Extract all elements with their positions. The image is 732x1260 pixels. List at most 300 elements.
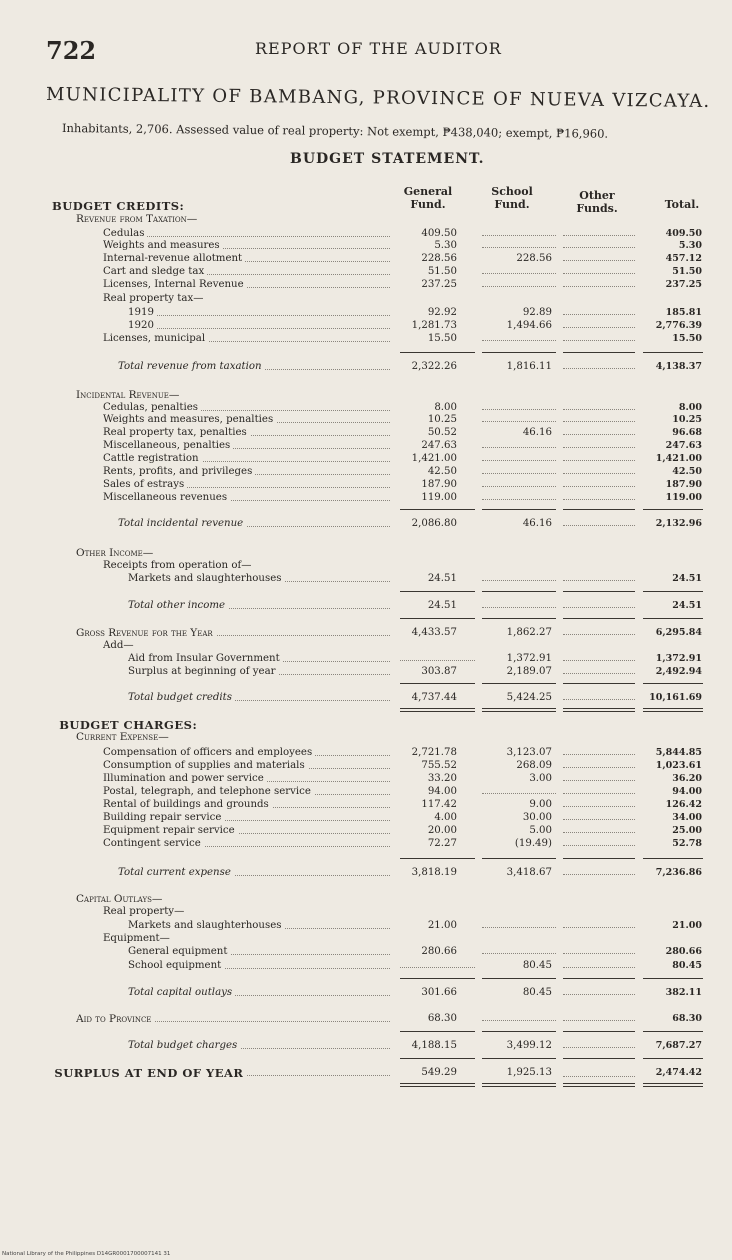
school-fund-value: 80.45 — [522, 987, 552, 998]
subtotal-rule — [400, 858, 475, 859]
row-label-text: Licenses, Internal Revenue — [103, 279, 247, 290]
table-row — [0, 402, 732, 414]
total-value: 80.45 — [672, 960, 702, 971]
blank-cell-line — [482, 421, 556, 422]
row-label — [128, 320, 390, 332]
table-row — [0, 812, 732, 824]
subtotal-rule — [563, 1031, 635, 1032]
row-label-text: BUDGET CREDITS: — [52, 200, 187, 212]
row-label — [59, 719, 389, 731]
table-row — [0, 320, 732, 332]
blank-cell-line — [563, 819, 635, 820]
subtotal-rule — [563, 1058, 635, 1059]
table-row — [0, 747, 732, 759]
blank-cell-line — [482, 409, 556, 410]
subtotal-rule — [643, 1031, 703, 1032]
subtotal-rule — [400, 352, 475, 353]
blank-cell-line — [563, 460, 635, 461]
table-row — [0, 440, 732, 452]
blank-cell-line — [563, 499, 635, 500]
table-row — [0, 1013, 732, 1025]
row-label — [128, 920, 390, 932]
blank-cell-line — [482, 499, 556, 500]
row-label — [103, 773, 390, 785]
row-label — [103, 333, 390, 345]
row-label — [128, 307, 390, 319]
general-fund-value: 301.66 — [421, 987, 457, 998]
total-value: 7,236.86 — [655, 867, 702, 878]
total-value: 96.68 — [672, 427, 702, 438]
row-label-text: School equipment — [128, 960, 224, 971]
blank-cell-line — [400, 967, 475, 968]
table-row — [0, 228, 732, 240]
blank-cell-line — [563, 340, 635, 341]
row-label — [103, 812, 390, 824]
row-label-text: Cedulas, penalties — [103, 402, 201, 413]
row-label-text: Internal-revenue allotment — [103, 253, 245, 264]
school-fund-value: 30.00 — [522, 812, 552, 823]
row-label — [103, 492, 390, 504]
total-value: 280.66 — [665, 946, 702, 957]
subtotal-rule — [563, 618, 635, 619]
table-row — [0, 653, 732, 665]
row-label — [103, 279, 390, 291]
table-row — [0, 960, 732, 972]
row-label-text: Total budget charges — [128, 1040, 240, 1051]
blank-cell-line — [563, 832, 635, 833]
row-label — [103, 786, 390, 798]
row-label — [76, 389, 406, 401]
blank-cell-line — [563, 754, 635, 755]
row-label — [52, 200, 382, 212]
general-fund-value: 4,188.15 — [411, 1040, 457, 1051]
table-row — [0, 427, 732, 439]
blank-cell-line — [482, 235, 556, 236]
subtotal-rule — [563, 858, 635, 859]
row-label-text: Total current expense — [118, 867, 234, 878]
total-value: 2,492.94 — [655, 666, 702, 677]
blank-cell-line — [563, 780, 635, 781]
general-fund-value: 5.30 — [434, 240, 457, 251]
blank-cell-line — [482, 286, 556, 287]
table-row — [0, 987, 732, 999]
blank-cell-line — [563, 607, 635, 608]
blank-cell-line — [563, 953, 635, 954]
blank-cell-line — [563, 434, 635, 435]
blank-cell-line — [563, 845, 635, 846]
school-fund-value: 1,925.13 — [506, 1067, 552, 1078]
row-label — [103, 414, 390, 426]
row-label-text: Add— — [103, 640, 137, 651]
blank-cell-line — [563, 273, 635, 274]
total-value: 2,474.42 — [655, 1067, 702, 1078]
double-rule — [643, 1083, 703, 1087]
blank-cell-line — [482, 473, 556, 474]
subtotal-rule — [482, 1058, 556, 1059]
row-label-text: BUDGET CHARGES: — [59, 719, 200, 731]
row-label-text: General equipment — [128, 946, 230, 957]
table-row — [0, 279, 732, 291]
col-total: Total. — [664, 198, 700, 211]
row-label — [76, 1013, 390, 1025]
double-rule — [400, 1083, 475, 1087]
row-label — [128, 653, 390, 665]
double-rule — [482, 1083, 556, 1087]
page-number: 722 — [46, 36, 97, 65]
total-value: 36.20 — [672, 773, 702, 784]
subtotal-rule — [400, 591, 475, 592]
table-row — [0, 253, 732, 265]
blank-cell-line — [563, 874, 635, 875]
subtotal-rule — [643, 1058, 703, 1059]
school-fund-value: 3.00 — [529, 773, 552, 784]
table-row — [0, 760, 732, 772]
total-value: 21.00 — [672, 920, 702, 931]
blank-cell-line — [563, 634, 635, 635]
row-label-text: Surplus at beginning of year — [128, 666, 279, 677]
row-label-text: Rents, profits, and privileges — [103, 466, 255, 477]
blank-cell-line — [400, 660, 475, 661]
blank-cell-line — [563, 286, 635, 287]
total-value: 1,372.91 — [655, 653, 702, 664]
general-fund-value: 24.51 — [427, 573, 457, 584]
general-fund-value: 68.30 — [427, 1013, 457, 1024]
table-row — [0, 453, 732, 465]
blank-cell-line — [482, 953, 556, 954]
general-fund-value: 117.42 — [421, 799, 457, 810]
row-label-text: 1920 — [128, 320, 157, 331]
total-value: 237.25 — [665, 279, 702, 290]
blank-cell-line — [563, 421, 635, 422]
blank-cell-line — [563, 699, 635, 700]
table-row — [0, 266, 732, 278]
row-label-text: Aid to Province — [76, 1013, 154, 1025]
total-value: 10,161.69 — [649, 692, 702, 703]
row-label-text: Compensation of officers and employees — [103, 747, 315, 758]
table-row — [0, 361, 732, 373]
table-row — [0, 933, 732, 945]
general-fund-value: 10.25 — [427, 414, 457, 425]
general-fund-value: 94.00 — [427, 786, 457, 797]
school-fund-value: 268.09 — [516, 760, 552, 771]
col-other-funds: Other Funds. — [576, 189, 618, 215]
blank-cell-line — [563, 368, 635, 369]
table-row — [0, 518, 732, 530]
blank-cell-line — [482, 580, 556, 581]
subtotal-rule — [400, 509, 475, 510]
subtotal-rule — [482, 591, 556, 592]
table-row — [0, 293, 732, 305]
subtotal-rule — [643, 352, 703, 353]
subtotal-rule — [400, 1058, 475, 1059]
general-fund-value: 51.50 — [427, 266, 457, 277]
row-label — [128, 692, 390, 704]
row-label — [103, 402, 390, 414]
table-row — [0, 466, 732, 478]
subtotal-rule — [482, 683, 556, 684]
row-label-text: Equipment repair service — [103, 825, 238, 836]
row-label-text: SURPLUS AT END OF YEAR — [54, 1067, 246, 1079]
row-label-text: Gross Revenue for the Year — [76, 627, 216, 639]
table-row — [0, 920, 732, 932]
blank-cell-line — [563, 806, 635, 807]
row-label — [103, 293, 433, 305]
row-label-text: Consumption of supplies and materials — [103, 760, 308, 771]
total-value: 94.00 — [672, 786, 702, 797]
row-label — [103, 466, 390, 478]
blank-cell-line — [563, 660, 635, 661]
double-rule — [563, 1083, 635, 1087]
row-label-text: Miscellaneous revenues — [103, 492, 230, 503]
blank-cell-line — [482, 460, 556, 461]
general-fund-value: 2,721.78 — [411, 747, 457, 758]
school-fund-value: 228.56 — [516, 253, 552, 264]
statement-title: BUDGET STATEMENT. — [290, 151, 485, 167]
subtotal-rule — [563, 591, 635, 592]
row-label — [128, 960, 390, 972]
blank-cell-line — [482, 447, 556, 448]
school-fund-value: 1,862.27 — [506, 627, 552, 638]
row-label-text: Receipts from operation of— — [103, 560, 254, 571]
row-label — [118, 867, 390, 879]
general-fund-value: 549.29 — [421, 1067, 457, 1078]
blank-cell-line — [482, 340, 556, 341]
table-row — [0, 893, 732, 905]
row-label-text: Cattle registration — [103, 453, 202, 464]
row-label-text: Current Expense— — [76, 731, 172, 743]
subtotal-rule — [482, 618, 556, 619]
general-fund-value: 3,818.19 — [411, 867, 457, 878]
general-fund-value: 92.92 — [427, 307, 457, 318]
blank-cell-line — [563, 673, 635, 674]
total-value: 25.00 — [672, 825, 702, 836]
total-value: 247.63 — [665, 440, 702, 451]
blank-cell-line — [482, 486, 556, 487]
total-value: 1,421.00 — [655, 453, 702, 464]
row-label — [128, 946, 390, 958]
table-row — [0, 786, 732, 798]
row-label-text: Real property tax— — [103, 293, 206, 304]
subtotal-rule — [643, 509, 703, 510]
school-fund-value: 46.16 — [522, 427, 552, 438]
row-label — [103, 453, 390, 465]
general-fund-value: 280.66 — [421, 946, 457, 957]
row-label-text: Markets and slaughterhouses — [128, 920, 284, 931]
double-rule — [643, 708, 703, 712]
row-label — [103, 479, 390, 491]
school-fund-value: 46.16 — [522, 518, 552, 529]
table-row — [0, 627, 732, 639]
row-label — [103, 228, 390, 240]
school-fund-value: 3,418.67 — [506, 867, 552, 878]
row-label-text: Revenue from Taxation— — [76, 213, 200, 225]
blank-cell-line — [563, 327, 635, 328]
row-label — [118, 361, 390, 373]
row-label — [76, 547, 406, 559]
row-label — [128, 666, 390, 678]
row-label — [103, 933, 433, 945]
blank-cell-line — [563, 580, 635, 581]
total-value: 409.50 — [665, 228, 702, 239]
table-row — [0, 547, 732, 559]
total-value: 24.51 — [672, 600, 702, 611]
row-label — [76, 731, 406, 743]
school-fund-value: 3,499.12 — [506, 1040, 552, 1051]
general-fund-value: 15.50 — [427, 333, 457, 344]
total-value: 34.00 — [672, 812, 702, 823]
total-value: 7,687.27 — [655, 1040, 702, 1051]
table-row — [0, 414, 732, 426]
subtotal-rule — [563, 683, 635, 684]
row-label-text: Total budget credits — [128, 692, 235, 703]
row-label — [103, 747, 390, 759]
table-row — [0, 1067, 732, 1081]
total-value: 15.50 — [672, 333, 702, 344]
general-fund-value: 8.00 — [434, 402, 457, 413]
row-label — [103, 440, 390, 452]
general-fund-value: 409.50 — [421, 228, 457, 239]
row-label-text: Postal, telegraph, and telephone service — [103, 786, 314, 797]
row-label — [103, 240, 390, 252]
row-label-text: Total other income — [128, 600, 228, 611]
general-fund-value: 21.00 — [427, 920, 457, 931]
blank-cell-line — [563, 314, 635, 315]
row-label — [103, 838, 390, 850]
double-rule — [400, 708, 475, 712]
table-row — [0, 825, 732, 837]
blank-cell-line — [563, 967, 635, 968]
subtotal-rule — [643, 978, 703, 979]
blank-cell-line — [563, 473, 635, 474]
table-row — [0, 838, 732, 850]
running-head: REPORT OF THE AUDITOR — [255, 39, 502, 58]
blank-cell-line — [563, 767, 635, 768]
row-label — [76, 893, 406, 905]
blank-cell-line — [563, 486, 635, 487]
total-value: 2,132.96 — [655, 518, 702, 529]
total-value: 52.78 — [672, 838, 702, 849]
general-fund-value: 4.00 — [434, 812, 457, 823]
row-label — [54, 1067, 390, 1079]
table-row — [0, 307, 732, 319]
col-general-fund: General Fund. — [403, 185, 453, 211]
blank-cell-line — [563, 409, 635, 410]
total-value: 51.50 — [672, 266, 702, 277]
row-label — [103, 760, 390, 772]
row-label — [103, 640, 433, 652]
row-label-text: Rental of buildings and grounds — [103, 799, 272, 810]
table-row — [0, 1040, 732, 1052]
subtotal-rule — [563, 978, 635, 979]
table-row — [0, 773, 732, 785]
total-value: 4,138.37 — [655, 361, 702, 372]
subtotal-rule — [643, 618, 703, 619]
row-label — [128, 600, 390, 612]
total-value: 457.12 — [665, 253, 702, 264]
subtotal-rule — [400, 978, 475, 979]
general-fund-value: 33.20 — [427, 773, 457, 784]
table-row — [0, 692, 732, 704]
table-row — [0, 492, 732, 504]
general-fund-value: 42.50 — [427, 466, 457, 477]
row-label — [103, 560, 433, 572]
blank-cell-line — [563, 927, 635, 928]
blank-cell-line — [563, 793, 635, 794]
row-label-text: Incidental Revenue— — [76, 389, 182, 401]
table-row — [0, 600, 732, 612]
subtotal-rule — [563, 352, 635, 353]
double-rule — [482, 708, 556, 712]
general-fund-value: 119.00 — [421, 492, 457, 503]
blank-cell-line — [482, 247, 556, 248]
row-label-text: Weights and measures, penalties — [103, 414, 276, 425]
blank-cell-line — [563, 447, 635, 448]
subtotal-rule — [482, 509, 556, 510]
total-value: 185.81 — [665, 307, 702, 318]
general-fund-value: 72.27 — [427, 838, 457, 849]
row-label-text: Total incidental revenue — [118, 518, 246, 529]
blank-cell-line — [563, 235, 635, 236]
total-value: 119.00 — [665, 492, 702, 503]
row-label-text: Total revenue from taxation — [118, 361, 265, 372]
total-value: 24.51 — [672, 573, 702, 584]
general-fund-value: 50.52 — [427, 427, 457, 438]
row-label — [103, 906, 433, 918]
general-fund-value: 1,421.00 — [411, 453, 457, 464]
school-fund-value: 5.00 — [529, 825, 552, 836]
school-fund-value: 92.89 — [522, 307, 552, 318]
subtotal-rule — [643, 683, 703, 684]
row-label-text: Cedulas — [103, 228, 147, 239]
general-fund-value: 4,737.44 — [411, 692, 457, 703]
subtotal-rule — [400, 618, 475, 619]
subtotal-rule — [482, 858, 556, 859]
school-fund-value: 1,494.66 — [506, 320, 552, 331]
table-row — [0, 906, 732, 918]
row-label-text: Aid from Insular Government — [128, 653, 283, 664]
table-row — [0, 640, 732, 652]
general-fund-value: 187.90 — [421, 479, 457, 490]
school-fund-value: 1,816.11 — [506, 361, 552, 372]
school-fund-value: 3,123.07 — [506, 747, 552, 758]
blank-cell-line — [563, 525, 635, 526]
municipality-title: MUNICIPALITY OF BAMBANG, PROVINCE OF NUEVA VIZCAYA. — [45, 84, 711, 112]
row-label-text: Weights and measures — [103, 240, 223, 251]
blank-cell-line — [563, 247, 635, 248]
general-fund-value: 2,322.26 — [411, 361, 457, 372]
general-fund-value: 1,281.73 — [411, 320, 457, 331]
school-fund-value: 5,424.25 — [506, 692, 552, 703]
school-fund-value: (19.49) — [514, 838, 552, 849]
blank-cell-line — [563, 1020, 635, 1021]
table-row — [0, 946, 732, 958]
school-fund-value: 9.00 — [529, 799, 552, 810]
total-value: 68.30 — [672, 1013, 702, 1024]
table-row — [0, 731, 732, 743]
table-row — [0, 200, 732, 214]
table-row — [0, 479, 732, 491]
blank-cell-line — [563, 1076, 635, 1077]
school-fund-value: 80.45 — [522, 960, 552, 971]
blank-cell-line — [482, 607, 556, 608]
inhabitants-line: Inhabitants, 2,706. Assessed value of real property: Not exempt, ₱438,040; exempt, ₱16,960. — [61, 121, 609, 141]
row-label-text: Real property— — [103, 906, 187, 917]
total-value: 126.42 — [665, 799, 702, 810]
row-label-text: Total capital outlays — [128, 987, 235, 998]
total-value: 42.50 — [672, 466, 702, 477]
row-label-text: Capital Outlays— — [76, 893, 165, 905]
row-label — [76, 627, 390, 639]
